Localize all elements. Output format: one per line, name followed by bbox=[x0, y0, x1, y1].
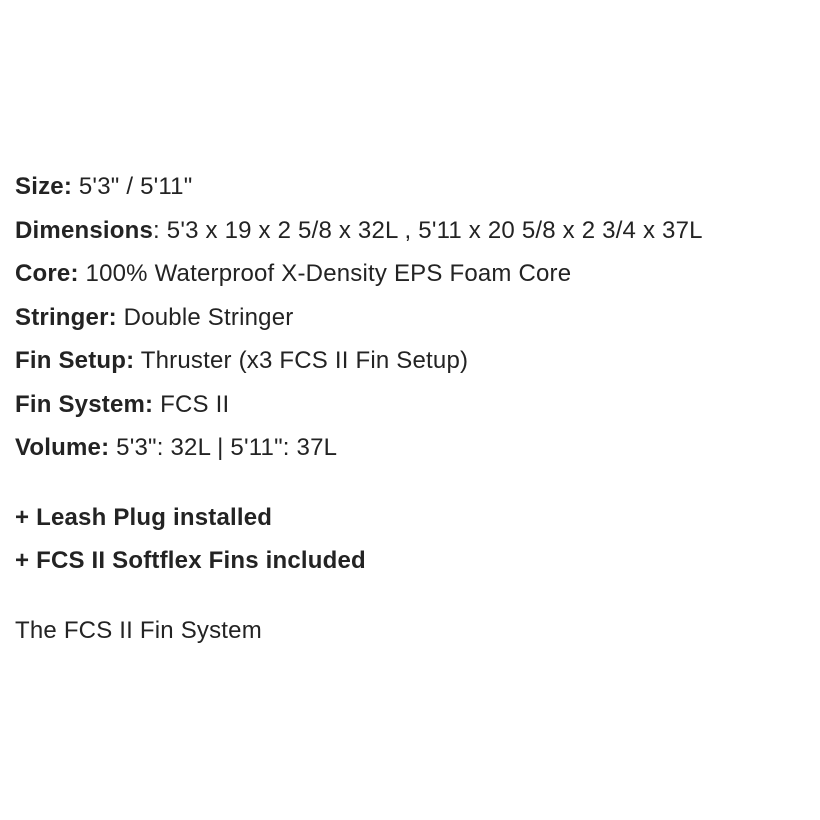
spec-label: Fin Setup: bbox=[15, 347, 135, 374]
footer-block bbox=[15, 609, 810, 653]
spec-row-fin-setup bbox=[15, 339, 810, 383]
spec-row-stringer bbox=[15, 296, 810, 340]
spec-label: Volume: bbox=[15, 434, 110, 461]
spec-row-dimensions bbox=[15, 209, 810, 253]
spec-label: Size: bbox=[15, 173, 73, 200]
spec-value: Double Stringer bbox=[116, 303, 294, 331]
spec-row-fin-system bbox=[15, 383, 810, 427]
spec-label: Fin System: bbox=[15, 390, 154, 418]
spec-row-volume bbox=[15, 426, 810, 470]
spec-value: 5'3" / 5'11" bbox=[72, 173, 193, 200]
spec-value: : 5'3 x 19 x 2 5/8 x 32L , 5'11 x 20 5/8 x 2 3/4 x 37L bbox=[153, 216, 703, 244]
spec-value: 5'3": 32L | 5'11": 37L bbox=[109, 434, 338, 461]
spec-label: Core: bbox=[15, 260, 79, 287]
feature-leash-plug: + Leash Plug installed bbox=[15, 503, 273, 531]
spec-list bbox=[15, 165, 810, 470]
feature-softflex-fins: + FCS II Softflex Fins included bbox=[15, 547, 366, 574]
fin-system-heading: The FCS II Fin System bbox=[15, 616, 262, 644]
spec-value: 100% Waterproof X-Density EPS Foam Core bbox=[78, 260, 572, 287]
spec-label: Stringer: bbox=[15, 303, 117, 331]
spec-row-size bbox=[15, 165, 810, 209]
spec-row-core bbox=[15, 252, 810, 296]
feature-list bbox=[15, 496, 810, 583]
spec-value: Thruster (x3 FCS II Fin Setup) bbox=[134, 347, 469, 374]
spec-value: FCS II bbox=[153, 390, 230, 418]
spec-label: Dimensions bbox=[15, 216, 154, 244]
